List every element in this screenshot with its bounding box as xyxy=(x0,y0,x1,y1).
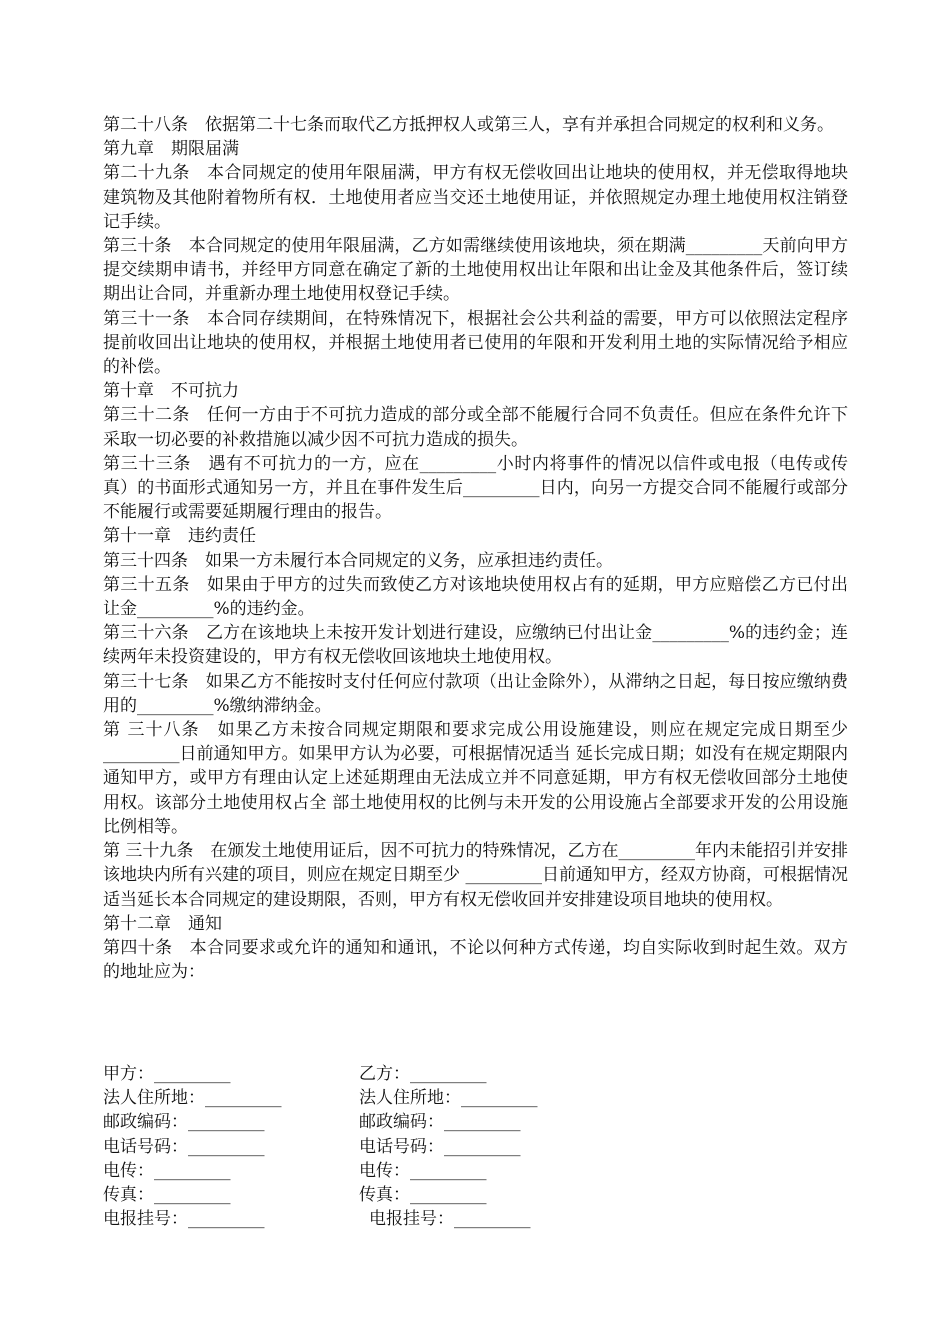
party-b-postcode-field: 邮政编码：_________ xyxy=(359,1112,521,1133)
address-row-phone xyxy=(103,1135,848,1159)
party-b-fax-field: 传真：_________ xyxy=(359,1184,487,1205)
party-a-cable-field: 电报挂号：_________ xyxy=(103,1209,265,1230)
article-30: 第三十条 本合同规定的使用年限届满，乙方如需继续使用该地块，须在期满_________天前向甲方提交续期申请书，并经甲方同意在确定了新的土地使用权出让年限和出让金及其他条件后，签订续期出让合同，并重新办理土地使用权登记手续。 xyxy=(103,236,848,305)
address-row-party xyxy=(103,1062,848,1086)
party-a-postcode-field: 邮政编码：_________ xyxy=(103,1112,265,1133)
chapter-9-heading: 第九章 期限届满 xyxy=(103,139,239,160)
address-row-postcode xyxy=(103,1110,848,1134)
article-35: 第三十五条 如果由于甲方的过失而致使乙方对该地块使用权占有的延期，甲方应赔偿乙方已付出让金_________%的违约金。 xyxy=(103,574,848,620)
article-37: 第三十七条 如果乙方不能按时支付任何应付款项（出让金除外），从滞纳之日起，每日按应缴纳费用的_________%缴纳滞纳金。 xyxy=(103,671,848,716)
article-31: 第三十一条 本合同存续期间，在特殊情况下，根据社会公共利益的需要，甲方可以依照法定程序提前收回出让地块的使用权，并根据土地使用者已使用的年限和开发利用土地的实际情况给予相应的补偿。 xyxy=(103,308,848,378)
address-row-fax xyxy=(103,1183,848,1207)
chapter-12-heading: 第十二章 通知 xyxy=(103,913,222,934)
party-a-domicile-field: 法人住所地：_________ xyxy=(103,1088,282,1109)
chapter-11-heading: 第十一章 违约责任 xyxy=(103,526,256,547)
chapter-10-heading: 第十章 不可抗力 xyxy=(103,381,239,402)
party-a-fax-field: 传真：_________ xyxy=(103,1184,231,1205)
party-b-telex-field: 电传：_________ xyxy=(359,1160,487,1181)
party-b-domicile-field: 法人住所地：_________ xyxy=(359,1088,538,1109)
address-row-telex xyxy=(103,1159,848,1183)
article-39: 第 三十九条 在颁发土地使用证后，因不可抗力的特殊情况，乙方在_________年内未能招引并安排该地块内所有兴建的项目，则应在规定日期至少 _________日前通知甲方，经双方协商，可根据情况适当延长本合同规定的建设期限，否则，甲方有权无偿收回并安排建设项目地块的使用权。 xyxy=(103,841,848,910)
party-a-telex-field: 电传：_________ xyxy=(103,1160,231,1181)
address-row-cable xyxy=(103,1207,848,1231)
contract-body xyxy=(103,113,848,984)
article-34: 第三十四条 如果一方未履行本合同规定的义务，应承担违约责任。 xyxy=(103,550,613,571)
party-b-phone-field: 电话号码：_________ xyxy=(359,1136,521,1157)
article-36: 第三十六条 乙方在该地块上未按开发计划进行建设，应缴纳已付出让金_________%的违约金；连续两年未投资建设的，甲方有权无偿收回该地块土地使用权。 xyxy=(103,623,848,668)
article-28: 第二十八条 依据第二十七条而取代乙方抵押权人或第三人，享有并承担合同规定的权利和义务。 xyxy=(103,115,834,135)
party-b-field: 乙方：_________ xyxy=(359,1064,487,1084)
party-a-phone-field: 电话号码：_________ xyxy=(103,1136,265,1157)
article-32: 第三十二条 任何一方由于不可抗力造成的部分或全部不能履行合同不负责任。但应在条件允许下采取一切必要的补救措施以减少因不可抗力造成的损失。 xyxy=(103,405,848,450)
article-40: 第四十条 本合同要求或允许的通知和通讯，不论以何种方式传递，均自实际收到时起生效。双方的地址应为： xyxy=(103,937,848,983)
article-29: 第二十九条 本合同规定的使用年限届满，甲方有权无偿收回出让地块的使用权，并无偿取得地块建筑物及其他附着物所有权．土地使用者应当交还土地使用证，并依照规定办理土地使用权注销登记手续。 xyxy=(103,163,848,232)
article-38: 第 三十八条 如果乙方未按合同规定期限和要求完成公用设施建设，则应在规定完成日期至少_________日前通知甲方。如果甲方认为必要，可根据情况适当 延长完成日期；如没有在规定期限内通知甲方，或甲方有理由认定上述延期理由无法成立并不同意延期，甲方有权无偿收回部分土地使用权。该部分土地使用权占全 部土地使用权的比例与未开发的公用设施占全部要求开发的公用设施比例相等。 xyxy=(103,720,848,837)
article-33: 第三十三条 遇有不可抗力的一方，应在_________小时内将事件的情况以信件或电报（电传或传真）的书面形式通知另一方，并且在事件发生后_________日内，向另一方提交合同不能履行或部分不能履行或需要延期履行理由的报告。 xyxy=(103,453,848,523)
party-b-cable-field: 电报挂号：_________ xyxy=(369,1209,531,1230)
address-row-domicile xyxy=(103,1086,848,1110)
party-a-field: 甲方：_________ xyxy=(103,1064,231,1084)
address-block xyxy=(103,1062,848,1231)
